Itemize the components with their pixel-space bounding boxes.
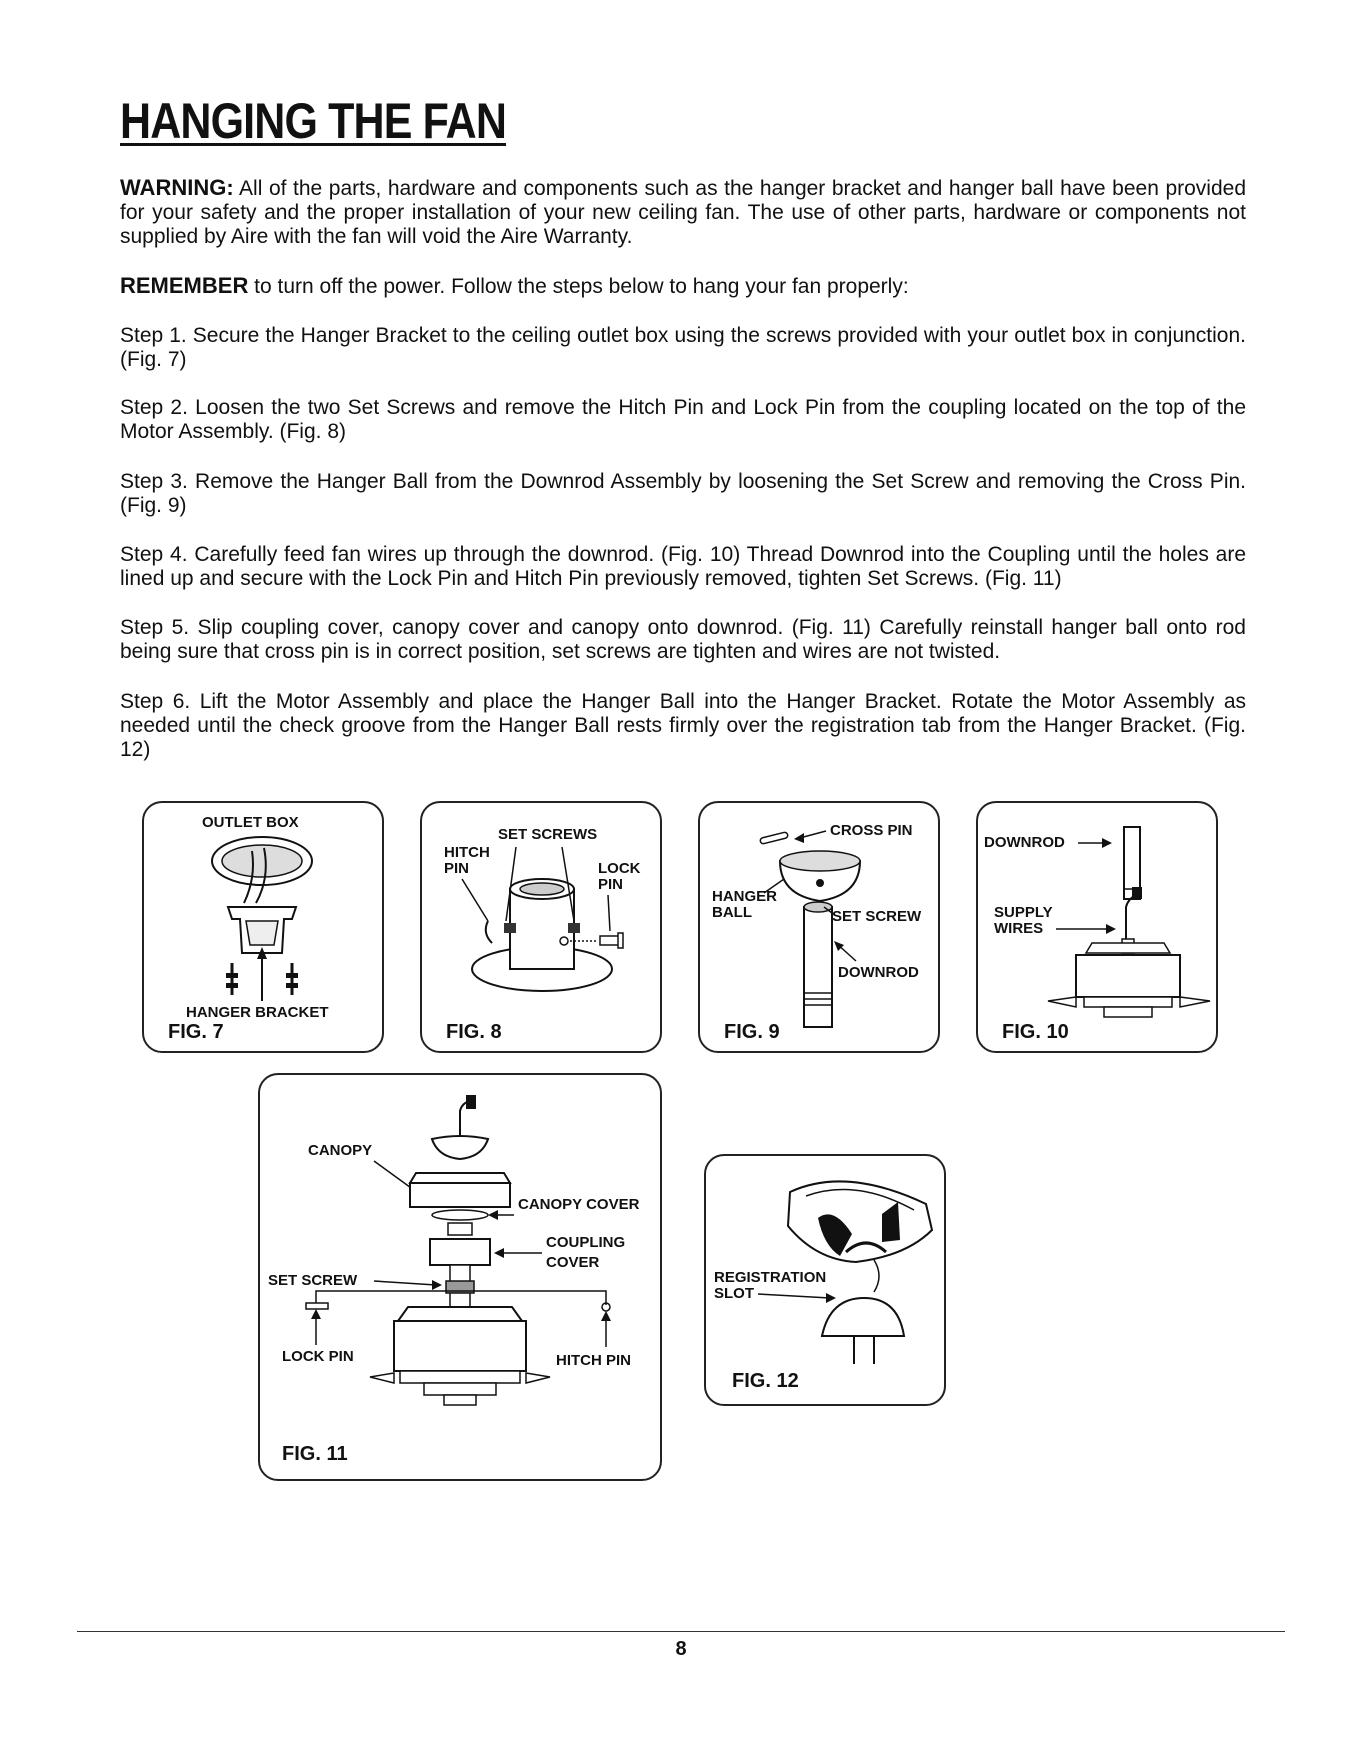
fig7-caption: FIG. 7 (168, 1021, 224, 1043)
fig9-label-hanger-2: BALL (712, 904, 752, 921)
remember-lead: REMEMBER (120, 273, 249, 298)
fig11-label-canopy-cover: CANOPY COVER (518, 1196, 640, 1213)
remember-paragraph (120, 274, 1246, 299)
fig9-label-hanger-1: HANGER (712, 888, 778, 905)
fig9-label-cross-pin: CROSS PIN (830, 822, 913, 839)
fig10-illustration (978, 803, 1220, 1055)
fig11-caption: FIG. 11 (282, 1443, 348, 1465)
fig11-label-canopy: CANOPY (308, 1142, 373, 1159)
fig8-label-hitch-2: PIN (444, 860, 470, 877)
fig7-illustration (144, 803, 386, 1055)
step-4: Step 4. Carefully feed fan wires up through the downrod. (Fig. 10) Thread Downrod into the Coupling until the holes are lined up and secure with the Lock Pin and Hitch Pin previously removed, tighten Set Screws. (Fig. 11) (120, 543, 1246, 590)
fig8-label-lock-1: LOCK (598, 860, 641, 877)
fig12-label-reg-2: SLOT (714, 1285, 754, 1302)
page-title: HANGING THE FAN (120, 93, 507, 149)
fig8-label-set-screws: SET SCREWS (498, 826, 598, 843)
fig9-caption: FIG. 9 (724, 1021, 780, 1043)
fig10-label-supply-1: SUPPLY (994, 904, 1053, 921)
warning-text: All of the parts, hardware and components such as the hanger bracket and hanger ball have been provided for your safety and the proper installation of your new ceiling fan. The use of other parts, hardware or components not supplied by Aire with the fan will void the Aire Warranty. (120, 177, 1246, 248)
fig10-label-downrod: DOWNROD (984, 834, 1065, 851)
step-3: Step 3. Remove the Hanger Ball from the Downrod Assembly by loosening the Set Screw and removing the Cross Pin. (Fig. 9) (120, 470, 1246, 517)
fig9-illustration (700, 803, 942, 1055)
fig8-illustration (422, 803, 664, 1055)
fig10-caption: FIG. 10 (1002, 1021, 1069, 1043)
fig7-label-hanger-bracket: HANGER BRACKET (186, 1004, 329, 1021)
fig12-label-reg-1: REGISTRATION (714, 1269, 827, 1286)
fig11-label-hitch-pin: HITCH PIN (556, 1352, 631, 1369)
fig8-label-lock-2: PIN (598, 876, 624, 893)
fig10-label-supply-2: WIRES (994, 920, 1044, 937)
warning-paragraph (120, 176, 1246, 249)
step-1: Step 1. Secure the Hanger Bracket to the ceiling outlet box using the screws provided with your outlet box in conjunction. (Fig. 7) (120, 324, 1246, 371)
fig9-label-set-screw: SET SCREW (832, 908, 922, 925)
page-number: 8 (675, 1638, 687, 1660)
footer-divider (77, 1631, 1285, 1632)
figure-7 (142, 801, 384, 1053)
fig12-caption: FIG. 12 (732, 1370, 799, 1392)
figure-8 (420, 801, 662, 1053)
step-6: Step 6. Lift the Motor Assembly and place the Hanger Ball into the Hanger Bracket. Rotate the Motor Assembly as needed until the check groove from the Hanger Ball rests firmly over the registration tab from the Hanger Bracket. (Fig. 12) (120, 690, 1246, 761)
fig9-label-downrod: DOWNROD (838, 964, 919, 981)
warning-lead: WARNING: (120, 175, 234, 200)
fig11-label-set-screw: SET SCREW (268, 1272, 358, 1289)
remember-text: to turn off the power. Follow the steps below to hang your fan properly: (248, 275, 909, 298)
step-5: Step 5. Slip coupling cover, canopy cover and canopy onto downrod. (Fig. 11) Carefully reinstall hanger ball onto rod being sure that cross pin is in correct position, set screws are tighten and wires are not twisted. (120, 616, 1246, 663)
fig11-illustration (260, 1075, 664, 1483)
figure-12 (704, 1154, 946, 1406)
fig11-label-lock-pin: LOCK PIN (282, 1348, 354, 1365)
step-2: Step 2. Loosen the two Set Screws and remove the Hitch Pin and Lock Pin from the coupling located on the top of the Motor Assembly. (Fig. 8) (120, 396, 1246, 443)
figure-11 (258, 1073, 662, 1481)
fig11-label-coupling-1: COUPLING (546, 1234, 626, 1251)
figure-10 (976, 801, 1218, 1053)
fig8-caption: FIG. 8 (446, 1021, 502, 1043)
fig7-label-outlet-box: OUTLET BOX (202, 814, 299, 831)
figure-9 (698, 801, 940, 1053)
fig8-label-hitch-1: HITCH (444, 844, 490, 861)
fig11-label-coupling-2: COVER (546, 1254, 600, 1271)
